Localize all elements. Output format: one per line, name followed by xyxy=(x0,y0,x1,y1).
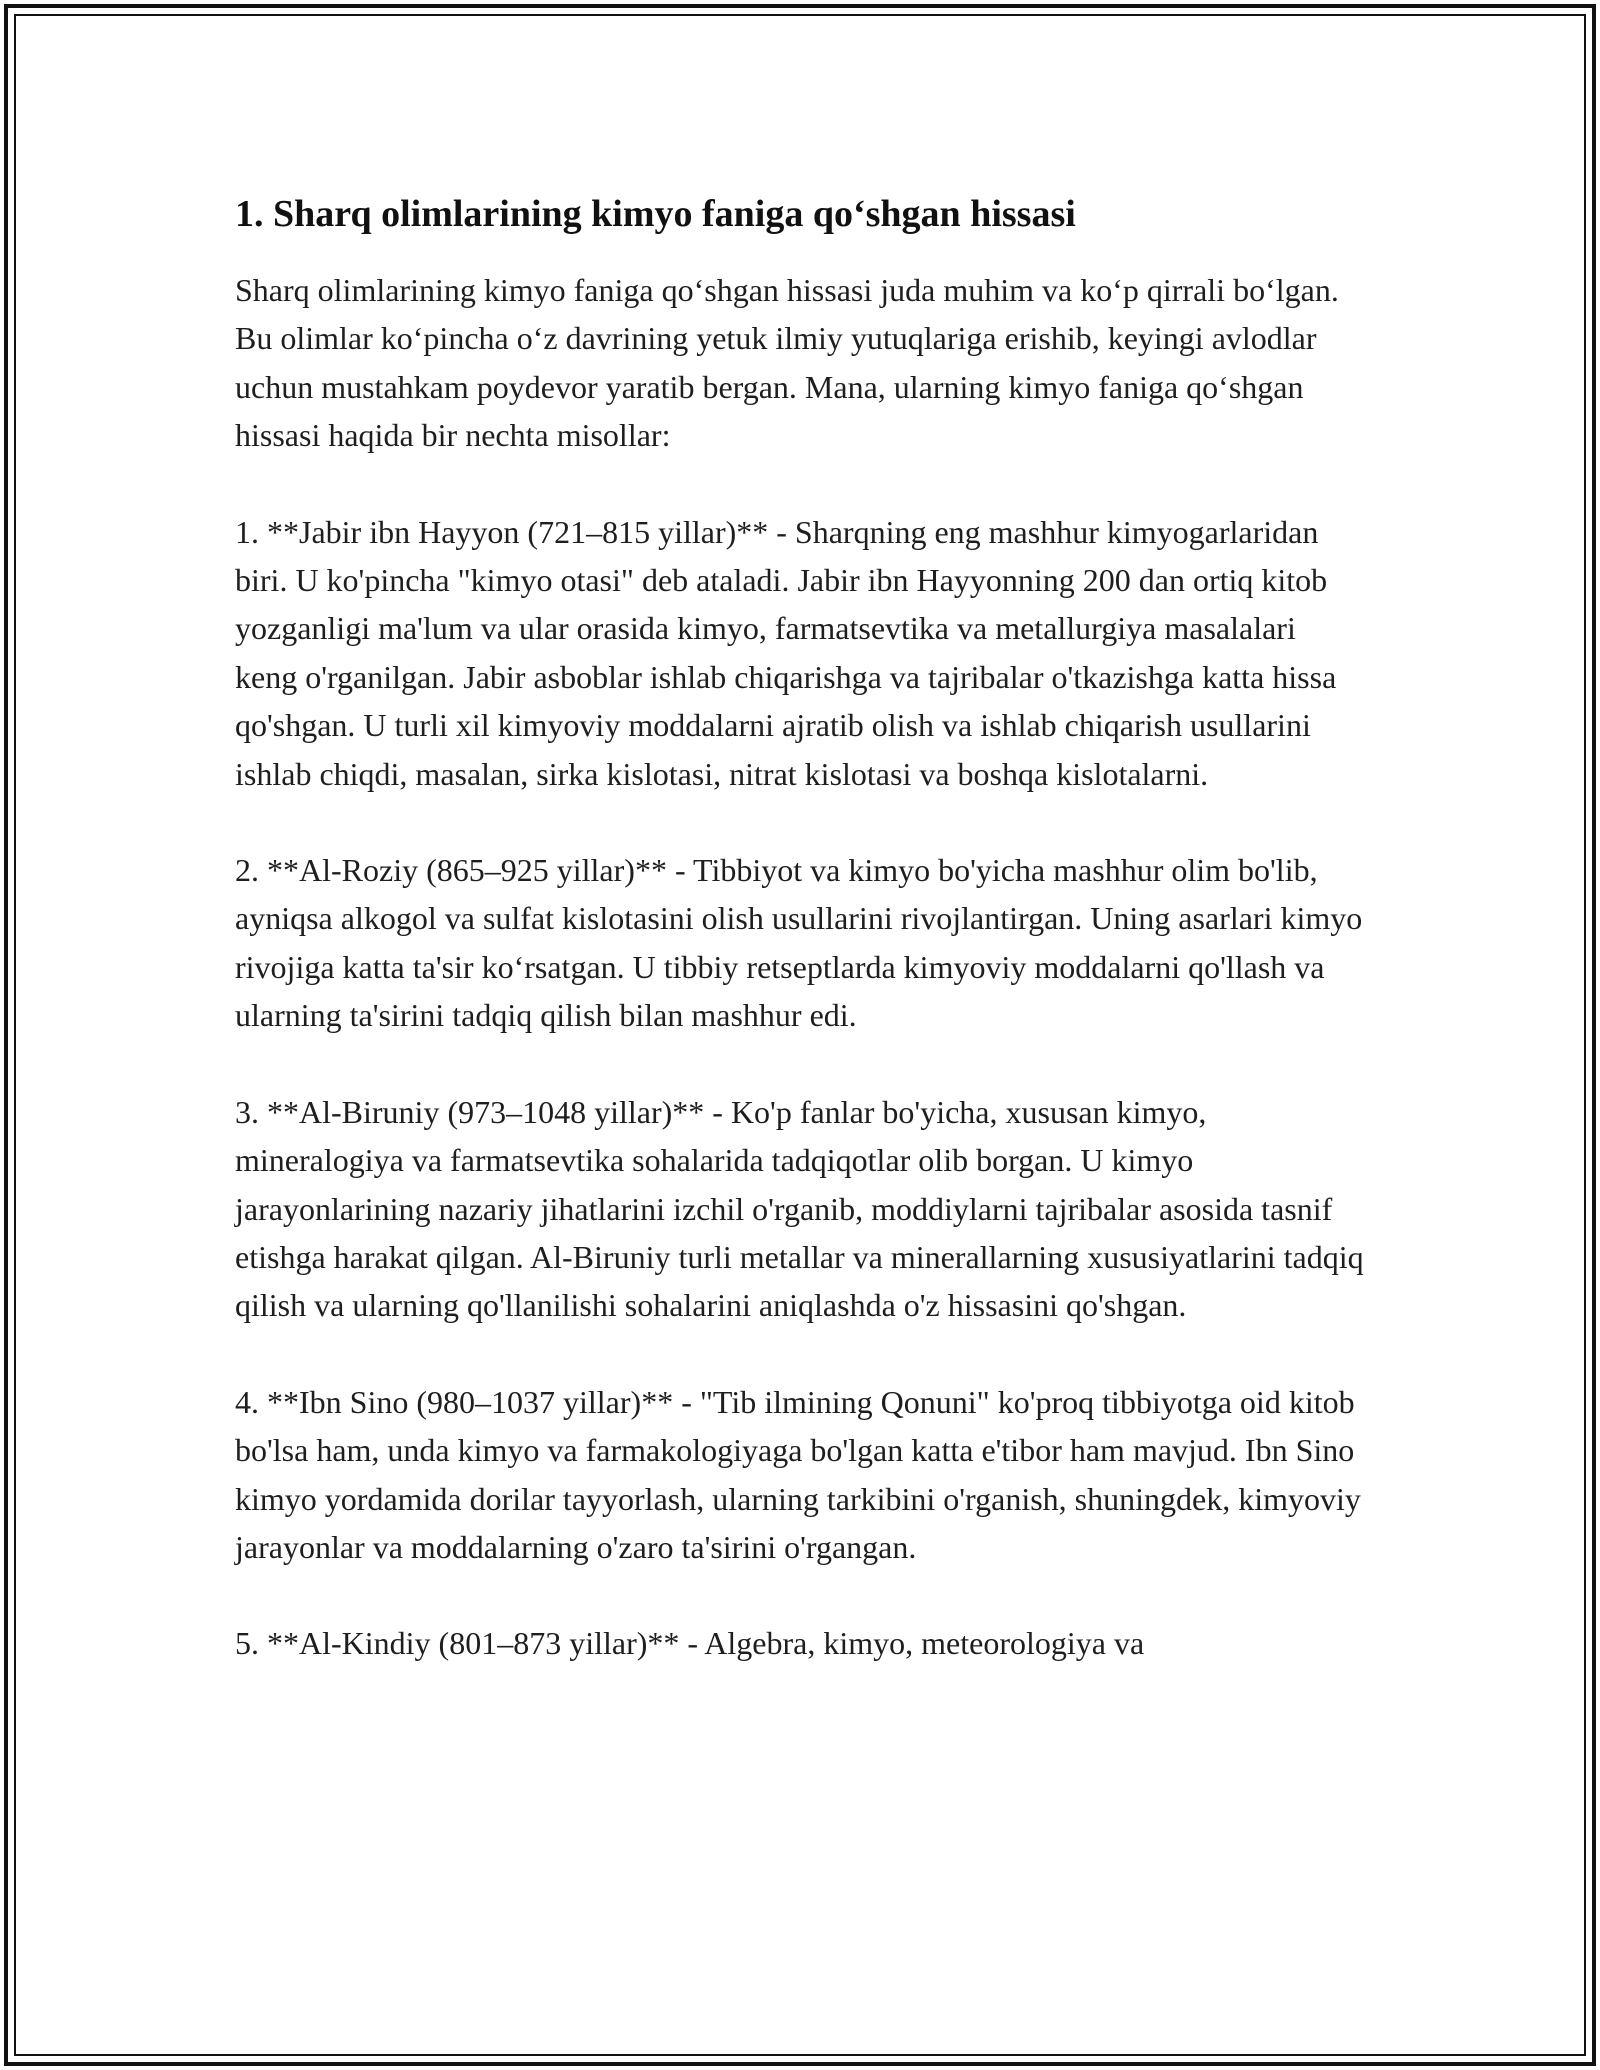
paragraph-al-roziy: 2. **Al-Roziy (865–925 yillar)** - Tibbiyot va kimyo bo'yicha mashhur olim bo'lib, ayniqsa alkogol va sulfat kislotasini olish usullarini rivojlantirgan. Uning asarlari kimyo rivojiga katta ta'sir ko‘rsatgan. U tibbiy retseptlarda kimyoviy moddalarni qo'llash va ularning ta'sirini tadqiq qilish bilan mashhur edi. xyxy=(235,852,1363,1034)
paragraph-jabir-ibn-hayyon: 1. **Jabir ibn Hayyon (721–815 yillar)** - Sharqning eng mashhur kimyogarlaridan biri. U ko'pincha "kimyo otasi" deb ataladi. Jabir ibn Hayyonning 200 dan ortiq kitob yozganligi ma'lum va ular orasida kimyo, farmatsevtika va metallurgiya masalalari keng o'rganilgan. Jabir asboblar ishlab chiqarishga va tajribalar o'tkazishga katta hissa qo'shgan. U turli xil kimyoviy moddalarni ajratib olish va ishlab chiqarish usullarini ishlab chiqdi, masalan, sirka kislotasi, nitrat kislotasi va boshqa kislotalarni. xyxy=(235,513,1337,792)
intro-paragraph: Sharq olimlarining kimyo faniga qo‘shgan hissasi juda muhim va ko‘p qirrali bo‘lgan. Bu olimlar ko‘pincha o‘z davrining yetuk ilmiy yutuqlariga erishib, keyingi avlodlar uchun mustahkam poydevor yaratib bergan. Mana, ularning kimyo faniga qo‘shgan hissasi haqida bir nechta misollar: xyxy=(235,272,1339,454)
paragraph-al-biruniy: 3. **Al-Biruniy (973–1048 yillar)** - Ko'p fanlar bo'yicha, xususan kimyo, mineralogiya va farmatsevtika sohalarida tadqiqotlar olib borgan. U kimyo jarayonlarining nazariy jihatlarini izchil o'rganib, moddiylarni tajribalar asosida tasnif etishga harakat qilgan. Al-Biruniy turli metallar va minerallarning xususiyatlarini tadqiq qilish va ularning qo'llanilishi sohalarini aniqlashda o'z hissasini qo'shgan. xyxy=(235,1093,1364,1324)
paragraph-al-kindiy: 5. **Al-Kindiy (801–873 yillar)** - Algebra, kimyo, meteorologiya va xyxy=(235,1625,1145,1662)
section-heading: 1. Sharq olimlarining kimyo faniga qo‘shgan hissasi xyxy=(235,193,1076,235)
document-body xyxy=(235,188,1365,1716)
paragraph-ibn-sino: 4. **Ibn Sino (980–1037 yillar)** - "Tib ilmining Qonuni" ko'proq tibbiyotga oid kitob bo'lsa ham, unda kimyo va farmakologiyaga bo'lgan katta e'tibor ham mavjud. Ibn Sino kimyo yordamida dorilar tayyorlash, ularning tarkibini o'rganish, shuningdek, kimyoviy jarayonlar va moddalarning o'zaro ta'sirini o'rgangan. xyxy=(235,1383,1361,1565)
